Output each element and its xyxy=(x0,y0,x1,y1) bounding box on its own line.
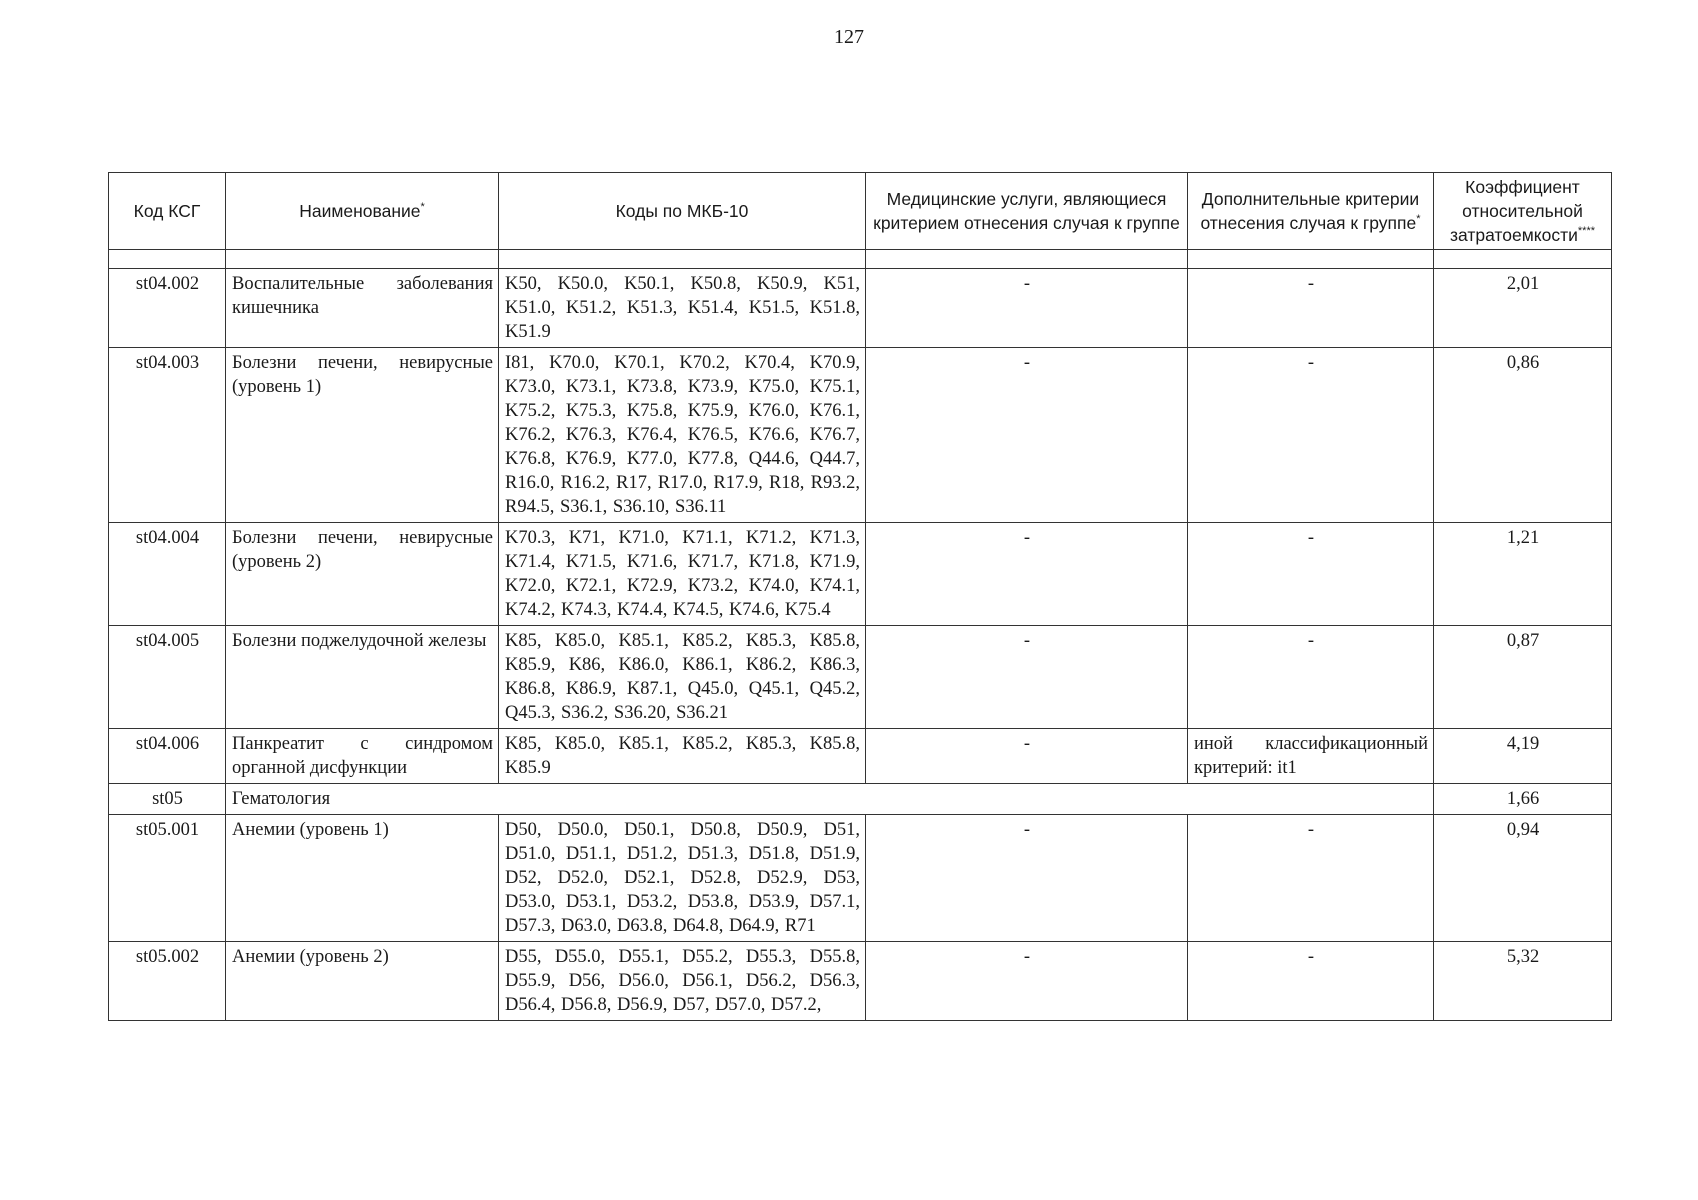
cost-coefficient: 5,32 xyxy=(1434,942,1612,1021)
ksg-name: Анемии (уровень 1) xyxy=(226,815,499,942)
icd-codes: K85, K85.0, K85.1, K85.2, K85.3, K85.8, K85.9 xyxy=(499,729,866,784)
medical-services: - xyxy=(866,942,1188,1021)
ksg-name: Анемии (уровень 2) xyxy=(226,942,499,1021)
ksg-name: Болезни печени, невирусные (уровень 2) xyxy=(226,523,499,626)
ksg-code: st04.005 xyxy=(109,626,226,729)
cost-coefficient: 0,87 xyxy=(1434,626,1612,729)
ksg-name: Панкреатит с синдромом органной дисфункции xyxy=(226,729,499,784)
header-icd: Коды по МКБ-10 xyxy=(499,173,866,250)
header-services: Медицинские услуги, являющиеся критерием отнесения случая к группе xyxy=(866,173,1188,250)
group-name: Гематология xyxy=(226,784,1434,815)
spacer-cell xyxy=(226,250,499,269)
spacer-cell xyxy=(499,250,866,269)
icd-codes: K70.3, K71, K71.0, K71.1, K71.2, K71.3, K71.4, K71.5, K71.6, K71.7, K71.8, K71.9, K72.0, K72.1, K72.9, K73.2, K74.0, K74.1, K74.2, K74.3, K74.4, K74.5, K74.6, K75.4 xyxy=(499,523,866,626)
icd-codes: D50, D50.0, D50.1, D50.8, D50.9, D51, D51.0, D51.1, D51.2, D51.3, D51.8, D51.9, D52, D52.0, D52.1, D52.8, D52.9, D53, D53.0, D53.1, D53.2, D53.8, D53.9, D57.1, D57.3, D63.0, D63.8, D64.8, D64.9, R71 xyxy=(499,815,866,942)
medical-services: - xyxy=(866,348,1188,523)
cost-coefficient: 0,86 xyxy=(1434,348,1612,523)
spacer-cell xyxy=(866,250,1188,269)
medical-services: - xyxy=(866,269,1188,348)
cost-coefficient: 0,94 xyxy=(1434,815,1612,942)
group-row xyxy=(109,784,1612,815)
icd-codes: K50, K50.0, K50.1, K50.8, K50.9, K51, K51.0, K51.2, K51.3, K51.4, K51.5, K51.8, K51.9 xyxy=(499,269,866,348)
spacer-row xyxy=(109,250,1612,269)
ksg-code: st04.006 xyxy=(109,729,226,784)
table-row xyxy=(109,523,1612,626)
header-code: Код КСГ xyxy=(109,173,226,250)
cost-coefficient: 1,21 xyxy=(1434,523,1612,626)
medical-services: - xyxy=(866,523,1188,626)
additional-criteria: - xyxy=(1188,348,1434,523)
ksg-code: st05.001 xyxy=(109,815,226,942)
ksg-name: Болезни печени, невирусные (уровень 1) xyxy=(226,348,499,523)
additional-criteria: - xyxy=(1188,523,1434,626)
header-coef-footnote-mark: **** xyxy=(1577,225,1596,238)
table-header-row xyxy=(109,173,1612,250)
cost-coefficient: 4,19 xyxy=(1434,729,1612,784)
table-row xyxy=(109,626,1612,729)
spacer-cell xyxy=(1434,250,1612,269)
ksg-table xyxy=(108,172,1612,1021)
header-additional-footnote-mark: * xyxy=(1416,213,1421,226)
icd-codes: D55, D55.0, D55.1, D55.2, D55.3, D55.8, D55.9, D56, D56.0, D56.1, D56.2, D56.3, D56.4, D56.8, D56.9, D57, D57.0, D57.2, xyxy=(499,942,866,1021)
ksg-name: Воспалительные заболевания кишечника xyxy=(226,269,499,348)
medical-services: - xyxy=(866,815,1188,942)
cost-coefficient: 2,01 xyxy=(1434,269,1612,348)
ksg-code: st05.002 xyxy=(109,942,226,1021)
header-name: Наименование* xyxy=(226,173,499,250)
additional-criteria: - xyxy=(1188,815,1434,942)
header-name-footnote-mark: * xyxy=(420,201,425,214)
header-additional: Дополнительные критерии отнесения случая к группе* xyxy=(1188,173,1434,250)
spacer-cell xyxy=(109,250,226,269)
additional-criteria: иной классификационный критерий: it1 xyxy=(1188,729,1434,784)
group-code: st05 xyxy=(109,784,226,815)
medical-services: - xyxy=(866,729,1188,784)
ksg-name: Болезни поджелудочной железы xyxy=(226,626,499,729)
spacer-cell xyxy=(1188,250,1434,269)
ksg-code: st04.002 xyxy=(109,269,226,348)
table-row xyxy=(109,942,1612,1021)
additional-criteria: - xyxy=(1188,942,1434,1021)
header-coef: Коэффициент относительной затратоемкости**** xyxy=(1434,173,1612,250)
medical-services: - xyxy=(866,626,1188,729)
table-row xyxy=(109,348,1612,523)
table-row xyxy=(109,269,1612,348)
additional-criteria: - xyxy=(1188,626,1434,729)
icd-codes: I81, K70.0, K70.1, K70.2, K70.4, K70.9, K73.0, K73.1, K73.8, K73.9, K75.0, K75.1, K75.2, K75.3, K75.8, K75.9, K76.0, K76.1, K76.2, K76.3, K76.4, K76.5, K76.6, K76.7, K76.8, K76.9, K77.0, K77.8, Q44.6, Q44.7, R16.0, R16.2, R17, R17.0, R17.9, R18, R93.2, R94.5, S36.1, S36.10, S36.11 xyxy=(499,348,866,523)
group-coefficient: 1,66 xyxy=(1434,784,1612,815)
table-row xyxy=(109,729,1612,784)
ksg-code: st04.004 xyxy=(109,523,226,626)
additional-criteria: - xyxy=(1188,269,1434,348)
table-row xyxy=(109,815,1612,942)
icd-codes: K85, K85.0, K85.1, K85.2, K85.3, K85.8, K85.9, K86, K86.0, K86.1, K86.2, K86.3, K86.8, K86.9, K87.1, Q45.0, Q45.1, Q45.2, Q45.3, S36.2, S36.20, S36.21 xyxy=(499,626,866,729)
page-number: 127 xyxy=(834,26,864,48)
ksg-code: st04.003 xyxy=(109,348,226,523)
